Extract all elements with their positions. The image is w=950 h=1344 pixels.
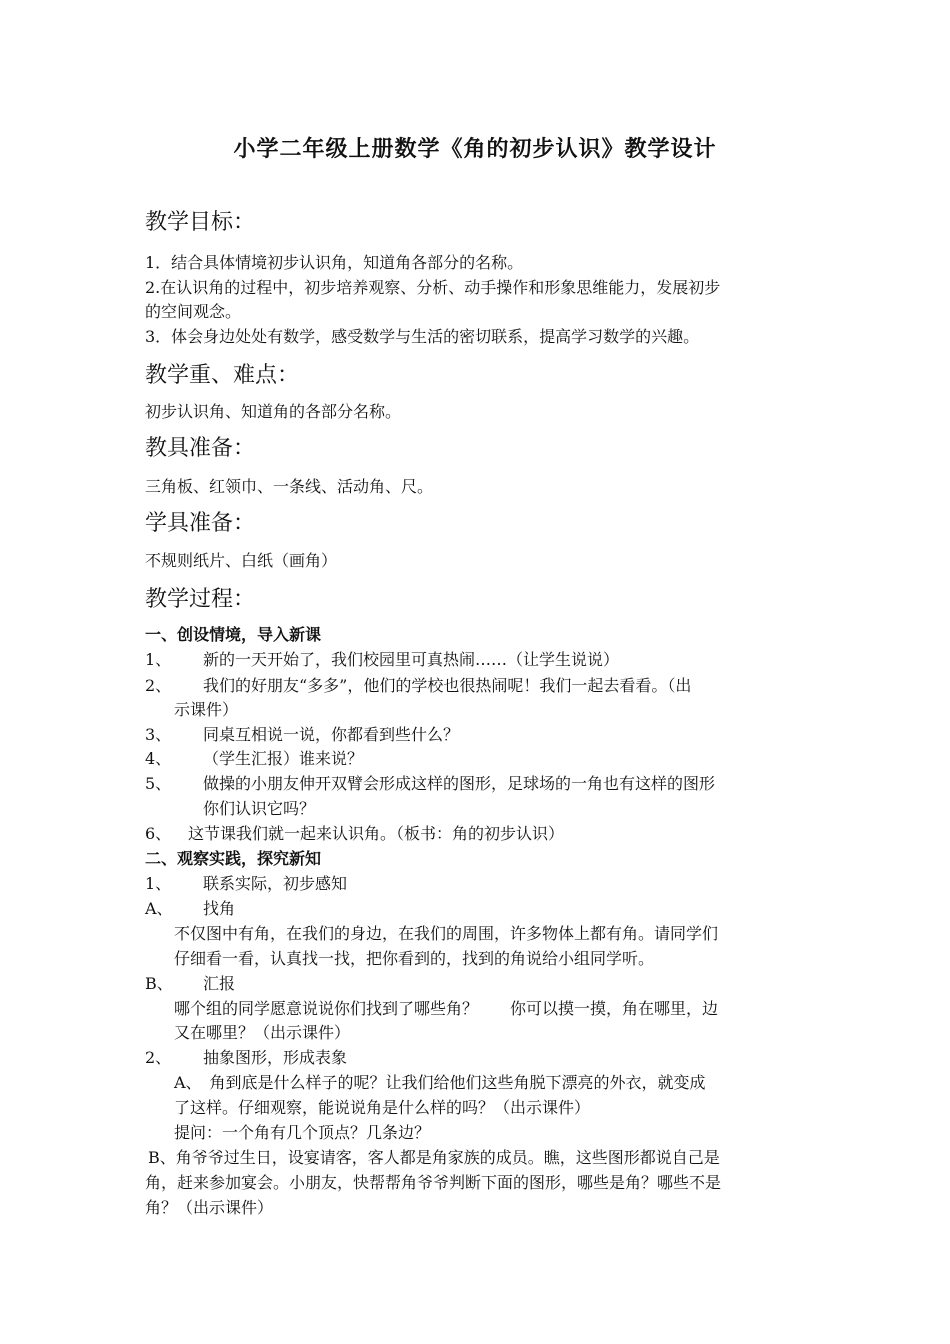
part1-item-6-text: 这节课我们就一起来认识角。（板书：角的初步认识） bbox=[188, 824, 565, 843]
objective-2: 2.在认识角的过程中，初步培养观察、分析、动手操作和形象思维能力，发展初步 bbox=[145, 278, 721, 297]
part2-s2a-line-1: A、 角到底是什么样子的呢？让我们给他们这些角脱下漂亮的外衣，就变成 bbox=[174, 1073, 706, 1092]
part2-a-body-1: 不仅图中有角，在我们的身边，在我们的周围，许多物体上都有角。请同学们 bbox=[174, 924, 719, 943]
part2-s2b-line-1: B、角爷爷过生日，设宴请客，客人都是角家族的成员。瞧，这些图形都说自己是 bbox=[148, 1148, 720, 1167]
key-points-text: 初步认识角、知道角的各部分名称。 bbox=[145, 402, 402, 421]
part2-b-text: 汇报 bbox=[203, 974, 236, 993]
part2-s2a-line-3: 提问：一个角有几个顶点？几条边？ bbox=[174, 1123, 431, 1142]
process-heading: 教学过程： bbox=[145, 587, 256, 612]
part2-a-num: A、 bbox=[145, 899, 173, 918]
part1-item-4-num: 4、 bbox=[145, 749, 172, 768]
part2-s2-text: 抽象图形，形成表象 bbox=[203, 1048, 348, 1067]
part1-item-1-text: 新的一天开始了，我们校园里可真热闹……（让学生说说） bbox=[203, 650, 620, 669]
part2-a-body-2: 仔细看一看，认真找一找，把你看到的，找到的角说给小组同学听。 bbox=[174, 949, 655, 968]
part1-title: 一、创设情境，导入新课 bbox=[145, 625, 322, 644]
part1-item-2-num: 2、 bbox=[145, 676, 172, 695]
part1-item-3-num: 3、 bbox=[145, 725, 172, 744]
part2-s2b-line-2: 角，赶来参加宴会。小朋友，快帮帮角爷爷判断下面的图形，哪些是角？哪些不是 bbox=[145, 1173, 722, 1192]
part2-s1-num: 1、 bbox=[145, 874, 172, 893]
student-tools-text: 不规则纸片、白纸（画角） bbox=[145, 551, 338, 570]
part2-title: 二、观察实践，探究新知 bbox=[145, 849, 322, 868]
teacher-tools-text: 三角板、红领巾、一条线、活动角、尺。 bbox=[145, 477, 434, 496]
part1-item-4-text: （学生汇报）谁来说？ bbox=[203, 749, 364, 768]
student-tools-heading: 学具准备： bbox=[145, 511, 256, 536]
part2-b-body-1: 哪个组的同学愿意说说你们找到了哪些角？ 你可以摸一摸，角在哪里，边 bbox=[174, 999, 719, 1018]
key-points-heading: 教学重、难点： bbox=[145, 363, 300, 388]
objectives-heading: 教学目标： bbox=[145, 210, 256, 235]
document-title: 小学二年级上册数学《角的初步认识》教学设计 bbox=[233, 136, 717, 162]
part1-item-5-cont: 你们认识它吗？ bbox=[203, 799, 316, 818]
part2-b-num: B、 bbox=[145, 974, 173, 993]
part1-item-2-text: 我们的好朋友“多多”，他们的学校也很热闹呢！我们一起去看看。（出 bbox=[203, 676, 692, 695]
objective-3: 3．体会身边处处有数学，感受数学与生活的密切联系，提高学习数学的兴趣。 bbox=[145, 327, 700, 346]
part2-s2-num: 2、 bbox=[145, 1048, 172, 1067]
part1-item-5-text: 做操的小朋友伸开双臂会形成这样的图形，足球场的一角也有这样的图形 bbox=[203, 774, 716, 793]
teacher-tools-heading: 教具准备： bbox=[145, 436, 256, 461]
part2-s2a-line-2: 了这样。仔细观察，能说说角是什么样的吗？（出示课件） bbox=[174, 1098, 591, 1117]
part1-item-3-text: 同桌互相说一说，你都看到些什么？ bbox=[203, 725, 460, 744]
part1-item-5-num: 5、 bbox=[145, 774, 172, 793]
part2-a-text: 找角 bbox=[203, 899, 236, 918]
part1-item-6-num: 6、 bbox=[145, 824, 172, 843]
objective-2-cont: 的空间观念。 bbox=[145, 302, 242, 321]
part2-b-body-2: 又在哪里？（出示课件） bbox=[174, 1023, 351, 1042]
part1-item-1-num: 1、 bbox=[145, 650, 172, 669]
part2-s2b-line-3: 角？（出示课件） bbox=[145, 1198, 274, 1217]
part1-item-2-cont: 示课件） bbox=[174, 700, 239, 719]
objective-1: 1．结合具体情境初步认识角，知道角各部分的名称。 bbox=[145, 253, 524, 272]
part2-s1-text: 联系实际，初步感知 bbox=[203, 874, 348, 893]
